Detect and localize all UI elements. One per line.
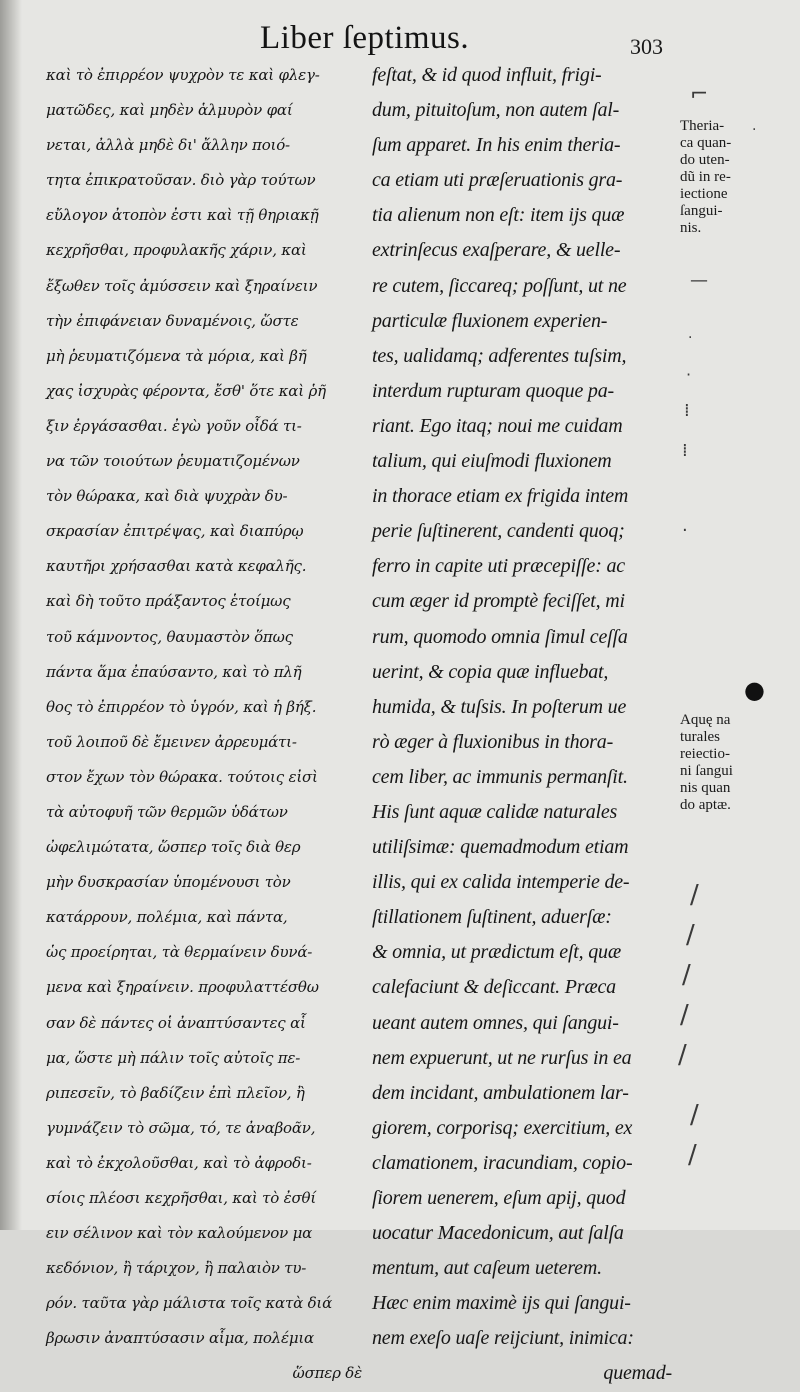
latin-text-line: ſtillationem ſuſtinent, aduerſæ: <box>372 906 612 929</box>
greek-text-line: κεχρῆσθαι, προφυλακῆς χάριν, καὶ <box>46 241 307 260</box>
greek-text-line: ὠφελιμώτατα, ὥσπερ τοῖς διὰ θερ <box>46 838 301 857</box>
latin-text-line: uocatur Macedonicum, aut ſalſa <box>372 1222 624 1245</box>
latin-text-line: rum, quomodo omnia ſimul ceſſa <box>372 625 628 648</box>
latin-text-line: Hæc enim maximè ijs qui ſangui- <box>372 1292 631 1315</box>
latin-text-line: cum æger id promptè feciſſet, mi <box>372 590 625 613</box>
ink-speck-mark: · <box>688 330 693 346</box>
marginal-note-line: do uten- <box>680 152 730 168</box>
latin-text-line: utiliſsimæ: quemadmodum etiam <box>372 836 629 859</box>
ink-stroke-mark: ⌐ <box>690 82 709 107</box>
greek-text-line: ρόν. ταῦτα γὰρ μάλιστα τοῖς κατὰ διά <box>46 1294 333 1313</box>
latin-text-line: dem incidant, ambulationem lar- <box>372 1081 629 1104</box>
latin-text-line: ſum apparet. In his enim theria- <box>372 134 621 157</box>
greek-text-line: θος τὸ ἐπιρρέον τὸ ὑγρόν, καὶ ἡ βήξ. <box>46 697 317 716</box>
marginal-note-line: ſangui- <box>680 203 723 219</box>
latin-text-line: & omnia, ut prædictum eſt, quæ <box>372 941 622 964</box>
latin-text-line: tia alienum non eſt: item ijs quæ <box>372 204 625 227</box>
latin-text-line: calefaciunt & deſiccant. Præca <box>372 976 616 999</box>
marginal-note-line: iectione <box>680 186 728 202</box>
greek-text-line: καὶ τὸ ἐκχολοῦσθαι, καὶ τὸ ἀφροδι- <box>46 1153 312 1172</box>
greek-text-line: πάντα ἅμα ἐπαύσαντο, καὶ τὸ πλῆ <box>46 662 302 681</box>
greek-text-line: καὶ τὸ ἐπιρρέον ψυχρὸν τε καὶ φλεγ- <box>46 66 320 84</box>
ink-stroke-mark: ⁞ <box>684 400 690 421</box>
latin-text-line: ueant autem omnes, qui ſangui- <box>372 1011 619 1034</box>
greek-text-line: στον ἔχων τὸν θώρακα. τούτοις εἰσὶ <box>46 767 318 786</box>
latin-text-line: in thorace etiam ex frigida intem <box>372 485 629 508</box>
ink-speck-mark: · <box>682 520 688 541</box>
marginal-note-line: Aquę na <box>680 712 731 728</box>
latin-text-line: clamationem, iracundiam, copio- <box>372 1151 633 1174</box>
latin-text-line: illis, qui ex calida intemperie de- <box>372 871 630 894</box>
latin-text-line: particulæ fluxionem experien- <box>372 309 608 332</box>
latin-text-line: perie ſuſtinerent, candenti quoq; <box>372 520 625 543</box>
ink-speck-mark: · <box>686 365 692 384</box>
marginal-note-aquae <box>680 712 790 814</box>
latin-text-line: talium, qui eiuſmodi fluxionem <box>372 450 612 473</box>
marginal-note-line: turales <box>680 729 720 745</box>
greek-text-line: τητα ἐπικρατοῦσαν. διὸ γὰρ τούτων <box>46 171 316 190</box>
marginal-note-line: Theria- <box>680 118 725 134</box>
greek-text-line: ξιν ἐργάσασθαι. ἐγὼ γοῦν οἶδά τι- <box>46 416 302 435</box>
latin-text-line: ferro in capite uti præcepiſſe: ac <box>372 555 625 578</box>
marginal-note-line: ni ſangui <box>680 763 733 779</box>
greek-text-line: ὡς προείρηται, τὰ θερμαίνειν δυνά- <box>46 943 313 962</box>
ink-stroke-mark: / <box>680 1000 689 1030</box>
greek-text-line: μὴ ῥευματιζόμενα τὰ μόρια, καὶ βῆ <box>46 346 307 365</box>
greek-text-line: μα, ὥστε μὴ πάλιν τοῖς αὐτοῖς πε- <box>46 1048 301 1067</box>
greek-text-line: τὸν θώρακα, καὶ διὰ ψυχρὰν δυ- <box>46 487 288 506</box>
ink-stroke-mark: / <box>690 880 699 910</box>
ink-stroke-mark: / <box>678 1040 687 1070</box>
page-number: 303 <box>630 34 663 59</box>
greek-text-column <box>46 58 366 1392</box>
greek-text-line: καυτῆρι χρήσασθαι κατὰ κεφαλῆς. <box>46 557 307 576</box>
latin-text-line: His ſunt aquæ calidæ naturales <box>372 800 618 823</box>
ink-stroke-mark: / <box>682 960 691 990</box>
greek-text-line: κατάρρουν, πολέμια, καὶ πάντα, <box>46 908 288 927</box>
ink-stroke-mark: / <box>686 920 695 950</box>
latin-text-line: quemad- <box>603 1362 672 1385</box>
marginal-note-line: dũ in re- <box>680 169 731 185</box>
latin-text-line: nem expuerunt, ut ne rurſus in ea <box>372 1046 632 1069</box>
greek-text-line: ειν σέλινον καὶ τὸν καλούμενον μα <box>46 1224 313 1243</box>
greek-text-line: ὥσπερ δὲ <box>292 1364 362 1383</box>
marginal-note-line: nis. <box>680 220 702 236</box>
greek-text-line: να τῶν τοιούτων ῥευματιζομένων <box>46 452 300 471</box>
greek-text-line: βρωσιν ἀναπτύσασιν αἷμα, πολέμια <box>46 1329 314 1348</box>
ink-speck-mark: · <box>752 122 757 138</box>
greek-text-line: τὰ αὐτοφυῆ τῶν θερμῶν ὑδάτων <box>46 802 288 821</box>
latin-text-line: ſiorem uenerem, eſum apij, quod <box>372 1187 626 1209</box>
running-title: Liber ſeptimus. <box>260 20 470 56</box>
greek-text-line: χας ἰσχυρὰς φέροντα, ἔσθ' ὅτε καὶ ῥῆ <box>46 381 326 400</box>
latin-text-line: interdum rupturam quoque pa- <box>372 379 614 402</box>
running-header <box>0 8 800 62</box>
greek-text-line: ματῶδες, καὶ μηδὲν ἁλμυρὸν φαί <box>46 101 293 120</box>
greek-text-line: κεδόνιον, ἢ τάριχον, ἢ παλαιὸν τυ- <box>46 1259 307 1278</box>
marginal-note-line: do aptæ. <box>680 797 731 813</box>
latin-text-line: tes, ualidamq; adferentes tuſsim, <box>372 344 627 367</box>
greek-text-line: νεται, ἀλλὰ μηδὲ δι' ἄλλην ποιό- <box>46 136 290 155</box>
latin-text-line: re cutem, ſiccareq; poſſunt, ut ne <box>372 274 627 297</box>
latin-text-line: rò æger à fluxionibus in thora- <box>372 730 614 753</box>
marginal-note-line: ca quan- <box>680 135 732 151</box>
ink-stroke-mark: / <box>688 1140 697 1170</box>
latin-text-line: ca etiam uti præſeruationis gra- <box>372 169 623 192</box>
greek-text-line: εὔλογον ἀτοπὸν ἐστι καὶ τῇ θηριακῇ <box>46 206 319 225</box>
marginal-note-theriaca <box>680 118 790 237</box>
marginal-note-line: nis quan <box>680 780 731 796</box>
marginal-note-line: reiectio- <box>680 746 730 762</box>
ink-stroke-mark: / <box>690 1100 699 1130</box>
latin-text-line: mentum, aut caſeum ueterem. <box>372 1257 602 1280</box>
page-gutter-shadow <box>0 0 22 1230</box>
ink-dot-mark: ● <box>744 676 765 704</box>
greek-text-line: γυμνάζειν τὸ σῶμα, τό, τε ἀναβοᾶν, <box>46 1118 316 1137</box>
greek-text-line: σίοις πλέοσι κεχρῆσθαι, καὶ τὸ ἐσθί <box>46 1189 317 1207</box>
latin-text-line: humida, & tuſsis. In poſterum ue <box>372 695 627 718</box>
latin-text-line: extrinſecus exaſperare, & uelle- <box>372 239 621 262</box>
ink-stroke-mark: ⁞ <box>682 440 688 461</box>
latin-text-line: feſtat, & id quod influit, frigi- <box>372 64 602 86</box>
latin-text-line: giorem, corporisq; exercitium, ex <box>372 1116 633 1139</box>
latin-text-column <box>372 58 676 1392</box>
greek-text-line: μὴν δυσκρασίαν ὑπομένουσι τὸν <box>46 873 291 892</box>
greek-text-line: σαν δὲ πάντες οἱ ἀναπτύσαντες αἷ <box>46 1013 306 1032</box>
greek-text-line: καὶ δὴ τοῦτο πράξαντος ἑτοίμως <box>46 592 291 611</box>
greek-text-line: τὴν ἐπιφάνειαν δυναμένοις, ὥστε <box>46 311 299 330</box>
ink-stroke-mark: — <box>690 270 708 291</box>
greek-text-line: ἔξωθεν τοῖς ἀμύσσειν καὶ ξηραίνειν <box>46 276 318 295</box>
greek-text-line: τοῦ λοιποῦ δὲ ἔμεινεν ἀρρευμάτι- <box>46 732 297 751</box>
greek-text-line: σκρασίαν ἐπιτρέψας, καὶ διαπύρῳ <box>46 522 304 541</box>
latin-text-line: nem exeſo uaſe reijciunt, inimica: <box>372 1327 634 1350</box>
latin-text-line: dum, pituitoſum, non autem ſal- <box>372 99 620 122</box>
latin-text-line: riant. Ego itaq; noui me cuidam <box>372 414 623 437</box>
greek-text-line: μενα καὶ ξηραίνειν. προφυλαττέσθω <box>46 978 319 997</box>
latin-text-line: uerint, & copia quæ influebat, <box>372 660 609 683</box>
latin-text-line: cem liber, ac immunis permanſit. <box>372 765 628 788</box>
greek-text-line: τοῦ κάμνοντος, θαυμαστὸν ὅπως <box>46 627 293 646</box>
greek-text-line: ριπεσεῖν, τὸ βαδίζειν ἐπὶ πλεῖον, ἢ <box>46 1083 305 1102</box>
